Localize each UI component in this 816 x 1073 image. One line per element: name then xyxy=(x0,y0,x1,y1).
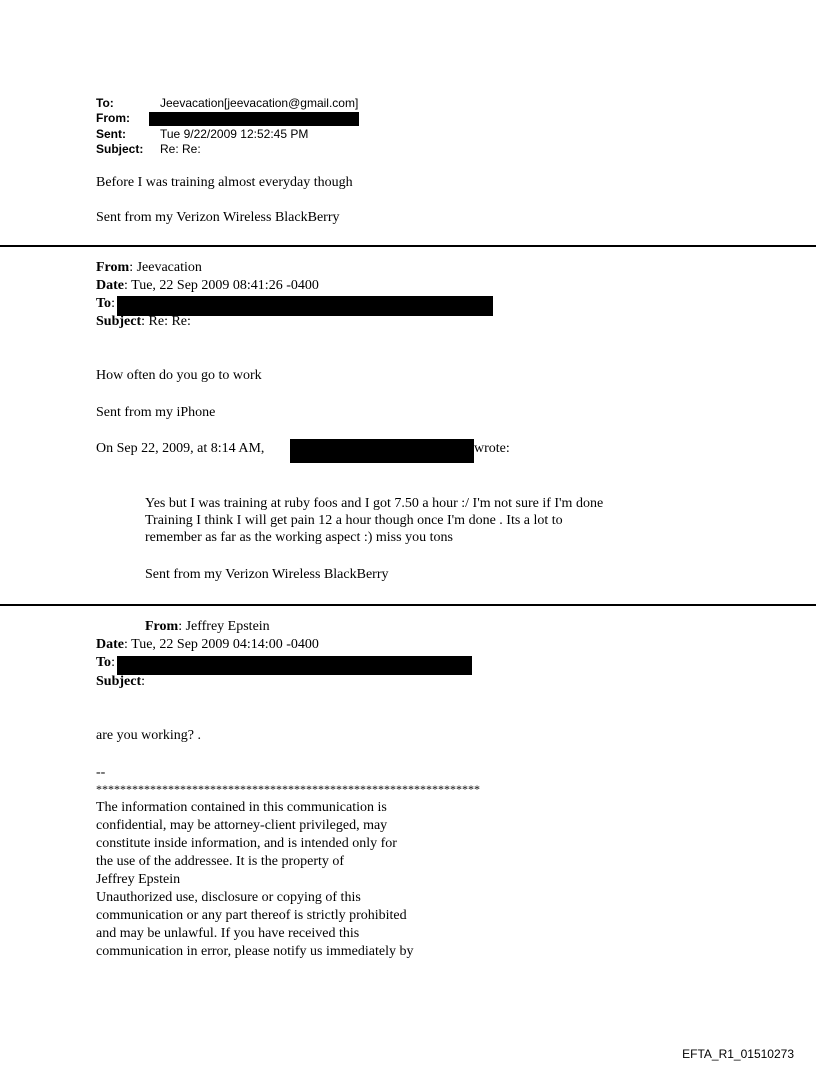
date-label: Date xyxy=(96,278,124,293)
separator-rule xyxy=(0,245,816,247)
redaction-box xyxy=(117,296,493,316)
date-value: : Tue, 22 Sep 2009 04:14:00 -0400 xyxy=(124,637,319,652)
quoted-line1: Yes but I was training at ruby foos and I got 7.50 a hour :/ I'm not sure if I'm done xyxy=(145,496,604,511)
signature-stars: **************************************************************** xyxy=(96,782,480,796)
header2-subject xyxy=(96,314,191,330)
header2-to xyxy=(96,296,115,312)
from-value: : Jeevacation xyxy=(129,260,202,275)
quote-intro-after: wrote: xyxy=(474,441,510,456)
subject-label: Subject: xyxy=(96,142,144,156)
to-label: To xyxy=(96,296,112,311)
header3-to xyxy=(96,655,115,671)
subject-value: : xyxy=(141,674,146,689)
quote-intro-before: On Sep 22, 2009, at 8:14 AM, xyxy=(96,441,265,456)
header1-subject-label xyxy=(96,142,143,156)
signature-dashes: -- xyxy=(96,765,106,780)
subject-label: Subject xyxy=(96,314,142,329)
quoted-line3: remember as far as the working aspect :) miss you tons xyxy=(145,530,453,545)
to-label: To: xyxy=(96,96,114,110)
from-value: : Jeffrey Epstein xyxy=(178,619,270,634)
from-label: From: xyxy=(96,111,130,125)
message2-body: How often do you go to work xyxy=(96,368,262,383)
document-id: EFTA_R1_01510273 xyxy=(682,1047,794,1061)
from-label: From xyxy=(96,260,130,275)
header1-subject-value: Re: Re: xyxy=(160,142,201,156)
header1-to-row xyxy=(96,96,114,110)
header1-from-label xyxy=(96,111,130,125)
disclaimer-line: confidential, may be attorney-client privileged, may xyxy=(96,818,388,833)
to-value: : xyxy=(111,655,115,670)
disclaimer-line: communication or any part thereof is strictly prohibited xyxy=(96,908,407,923)
date-label: Date xyxy=(96,637,124,652)
subject-value: : Re: Re: xyxy=(141,314,191,329)
sent-label: Sent: xyxy=(96,127,126,141)
disclaimer-line: constitute inside information, and is intended only for xyxy=(96,836,397,851)
header3-from xyxy=(145,619,270,635)
message2-signature: Sent from my iPhone xyxy=(96,405,216,420)
header1-sent-label xyxy=(96,127,126,141)
disclaimer-line: and may be unlawful. If you have received this xyxy=(96,926,360,941)
redaction-box xyxy=(117,656,472,675)
from-label: From xyxy=(145,619,179,634)
disclaimer-line: the use of the addressee. It is the property of xyxy=(96,854,345,869)
header3-date xyxy=(96,637,319,653)
to-value: : xyxy=(111,296,115,311)
subject-label: Subject xyxy=(96,674,142,689)
redaction-box xyxy=(149,112,359,126)
message3-body: are you working? . xyxy=(96,728,201,743)
header3-subject xyxy=(96,674,145,690)
disclaimer-line: Unauthorized use, disclosure or copying of this xyxy=(96,890,361,905)
disclaimer-line: communication in error, please notify us immediately by xyxy=(96,944,414,959)
header2-date xyxy=(96,278,319,294)
message1-body: Before I was training almost everyday though xyxy=(96,175,353,190)
header1-sent-value: Tue 9/22/2009 12:52:45 PM xyxy=(160,127,309,141)
disclaimer-line: Jeffrey Epstein xyxy=(96,872,181,887)
separator-rule xyxy=(0,604,816,606)
header2-from xyxy=(96,260,202,276)
quoted-signature: Sent from my Verizon Wireless BlackBerry xyxy=(145,567,389,582)
message1-signature: Sent from my Verizon Wireless BlackBerry xyxy=(96,210,340,225)
header1-to-value: Jeevacation[jeevacation@gmail.com] xyxy=(160,96,359,110)
disclaimer-line: The information contained in this communication is xyxy=(96,800,387,815)
redaction-box xyxy=(290,439,474,463)
to-label: To xyxy=(96,655,112,670)
date-value: : Tue, 22 Sep 2009 08:41:26 -0400 xyxy=(124,278,319,293)
quoted-line2: Training I think I will get pain 12 a hour though once I'm done . Its a lot to xyxy=(145,513,563,528)
